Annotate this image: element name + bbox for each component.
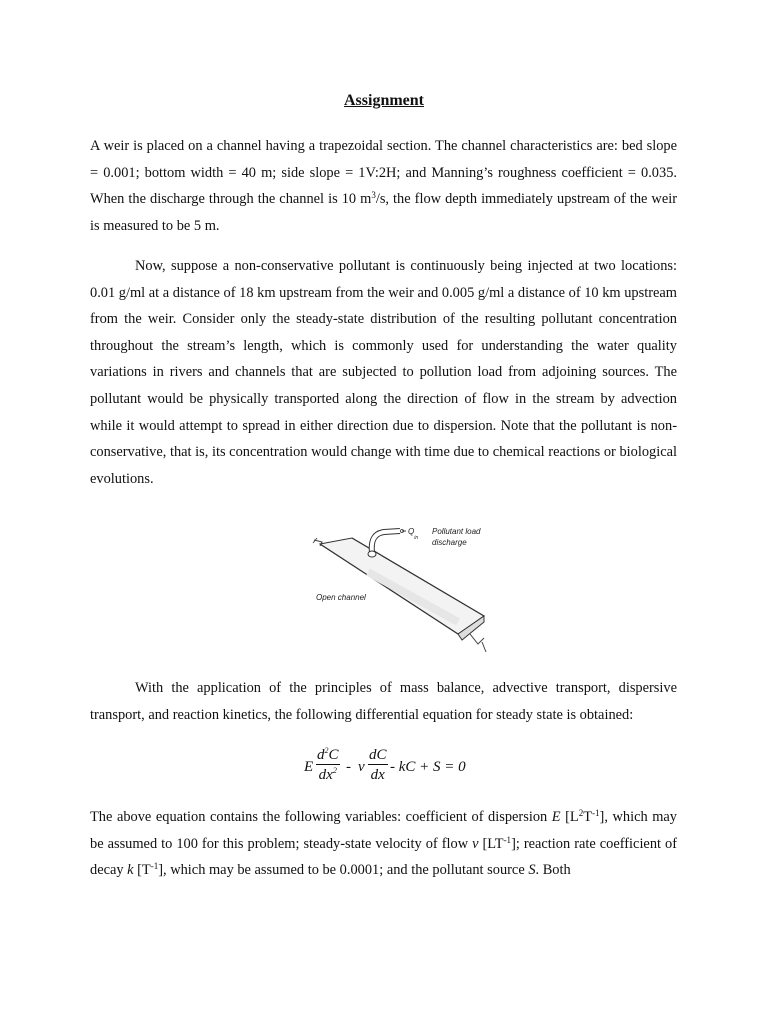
- open-channel-figure: [308, 522, 498, 658]
- eq-rest: - kC + S = 0: [390, 759, 466, 775]
- eq-fraction-second-derivative: $\frac{d^2C}{dx^2}$: [317, 746, 339, 783]
- page-title: Assignment: [343, 92, 424, 109]
- paragraph-pollutant: Now, suppose a non-conservative pollutant is continuously being injected at two locations: 0.01 g/ml at a distance of 18 km upstream from the weir and 0.005 g/ml a distance of 10 km upstream from the weir. Consider only the steady-state distribution of the resulting pollutant concentration throughout the stream’s length, which is commonly used for understanding the water quality variations in rivers and channels that are subjected to pollution load from adjoining sources. The pollutant would be physically transported along the direction of flow in the stream by advection while it would attempt to spread in either direction due to dispersion. Note that the pollutant is non-conservative, that is, its concentration would change with time due to chemical reactions or biological evolutions.: [90, 258, 677, 487]
- eq-v: v: [358, 759, 365, 775]
- p1-text-a: A weir is placed on a channel having a trapezoidal section. The channel characteristics are: bed slope = 0.001; bottom width = 40 m; side slope = 1V:2H; and Manning’s roughness coefficient = 0.035. When the discharge through the channel is 10 m: [90, 138, 677, 208]
- q-in-label: $Q_{in}$: [408, 527, 419, 541]
- paragraph-variables: The above equation contains the following variables: coefficient of dispersion E $[L^2T^{-1}]$, which may be assumed to 100 for this problem; steady-state velocity of flow v $[LT^{-1}]$; reaction rate coefficient of decay k $[T^{-1}]$, which may be assumed to be 0.0001; and the pollutant source S. Both: [90, 808, 678, 879]
- channel-bed: [320, 538, 484, 634]
- paragraph-differential-intro: With the application of the principles of mass balance, advective transport, dispersive transport, and reaction kinetics, the following differential equation for steady state is obtained:: [90, 680, 677, 723]
- paragraph-weir-description: [90, 133, 677, 239]
- eq-fraction-first-derivative: $\frac{dC}{dx}$: [369, 747, 387, 783]
- outlet-arrow-icon: [470, 634, 486, 652]
- open-channel-label: Open channel: [316, 593, 366, 602]
- pollutant-load-label-2: discharge: [432, 538, 467, 547]
- differential-equation: [300, 746, 480, 792]
- p1-superscript: 3: [371, 190, 376, 201]
- eq-E: E: [304, 759, 314, 775]
- eq-minus: -: [346, 759, 351, 775]
- pollutant-load-label-1: Pollutant load: [432, 527, 481, 536]
- p1-text-b: /s, the flow depth immediately upstream of the weir is measured to be 5 m.: [90, 191, 677, 234]
